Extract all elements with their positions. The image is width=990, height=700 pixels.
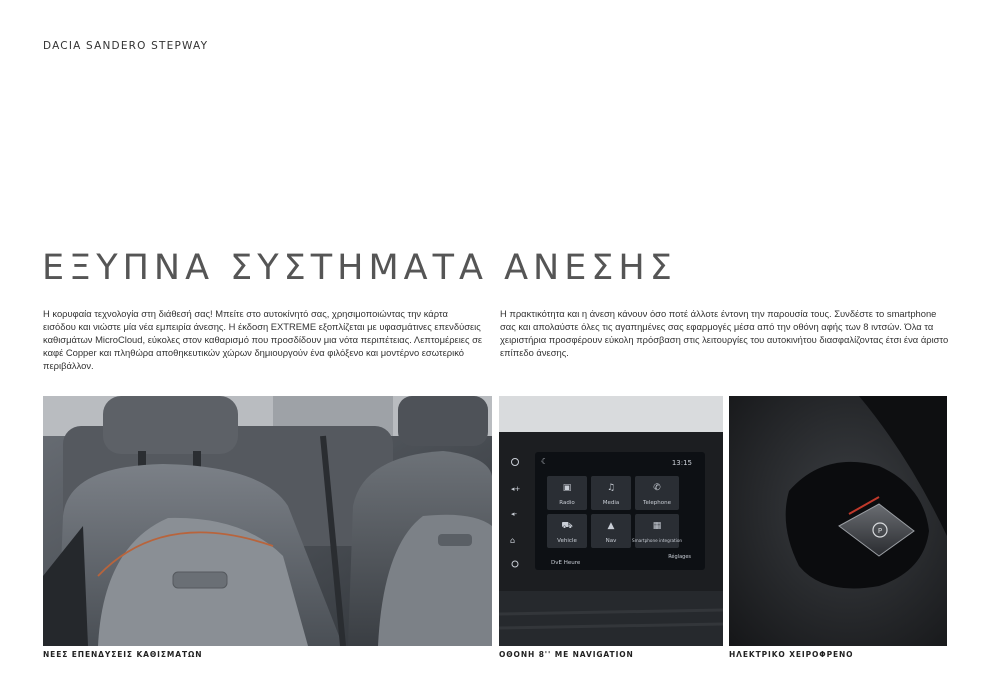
brand-label: DACIA SANDERO STEPWAY: [43, 40, 209, 52]
svg-text:P: P: [877, 527, 883, 535]
svg-text:◂-: ◂-: [511, 510, 518, 518]
svg-text:▲: ▲: [607, 521, 615, 531]
svg-text:⌂: ⌂: [510, 536, 516, 545]
settings-label: Réglages: [668, 554, 691, 560]
tile-nav: Nav: [605, 538, 617, 544]
svg-text:♫: ♫: [606, 483, 616, 493]
tile-radio: Radio: [559, 500, 575, 506]
svg-text:☾: ☾: [541, 457, 549, 466]
photo-seat-upholstery: [43, 396, 492, 646]
tile-smartphone: Smartphone integration: [631, 538, 683, 543]
caption-seat-upholstery: ΝΕΕΣ ΕΠΕΝΔΥΣΕΙΣ ΚΑΘΙΣΜΑΤΩΝ: [43, 650, 203, 659]
photo-navigation-screen: [499, 396, 723, 646]
tile-vehicle: Vehicle: [557, 538, 577, 544]
media-line: DvE Heure: [551, 560, 581, 566]
clock-readout: 13:15: [671, 459, 692, 467]
svg-text:◂+: ◂+: [511, 485, 521, 493]
svg-text:▣: ▣: [562, 483, 572, 493]
tile-telephone: Telephone: [643, 500, 671, 506]
svg-text:⛟: ⛟: [561, 521, 573, 531]
svg-text:✆: ✆: [653, 483, 661, 493]
photo-electric-handbrake: [729, 396, 947, 646]
caption-electric-handbrake: ΗΛΕΚΤΡΙΚΟ ΧΕΙΡΟΦΡΕΝΟ: [729, 650, 854, 659]
page-headline: ΕΞΥΠΝΑ ΣΥΣΤΗΜΑΤΑ ΑΝΕΣΗΣ: [42, 248, 677, 288]
caption-navigation-screen: ΟΘΟΝΗ 8'' ΜΕ NAVIGATION: [499, 650, 634, 659]
body-text-left: Η κορυφαία τεχνολογία στη διάθεσή σας! Μπείτε στο αυτοκίνητό σας, χρησιμοποιώντας την κάρτα εισόδου και νιώστε μία νέα εμπειρία άνεσης. Η έκδοση EXTREME εξοπλίζεται με υφασμάτινες επενδύσεις καθισμάτων MicroCloud, εύκολες στον καθαρισμό που προσδίδουν μια νότα περιπέτειας. Λεπτομέρειες σε καφέ Copper και πληθώρα αποθηκευτικών χώρων δημιουργούν ένα φιλόξενο και μοντέρνο εσωτερικό περιβάλλον.: [43, 308, 483, 371]
tile-media: Media: [602, 500, 620, 506]
body-text-right: Η πρακτικότητα και η άνεση κάνουν όσο ποτέ άλλοτε έντονη την παρουσία τους. Συνδέστε το smartphone σας και απολαύστε όλες τις αγαπημένες σας εφαρμογές μέσα από την οθόνη αφής των 8 ιντσών. Όλα τα χειριστήρια προσφέρουν εύκολη πρόσβαση στις λειτουργίες του αυτοκινήτου διασφαλίζοντας έτσι ένα άριστο επίπεδο άνεσης.: [500, 308, 949, 358]
svg-text:▦: ▦: [652, 521, 662, 531]
